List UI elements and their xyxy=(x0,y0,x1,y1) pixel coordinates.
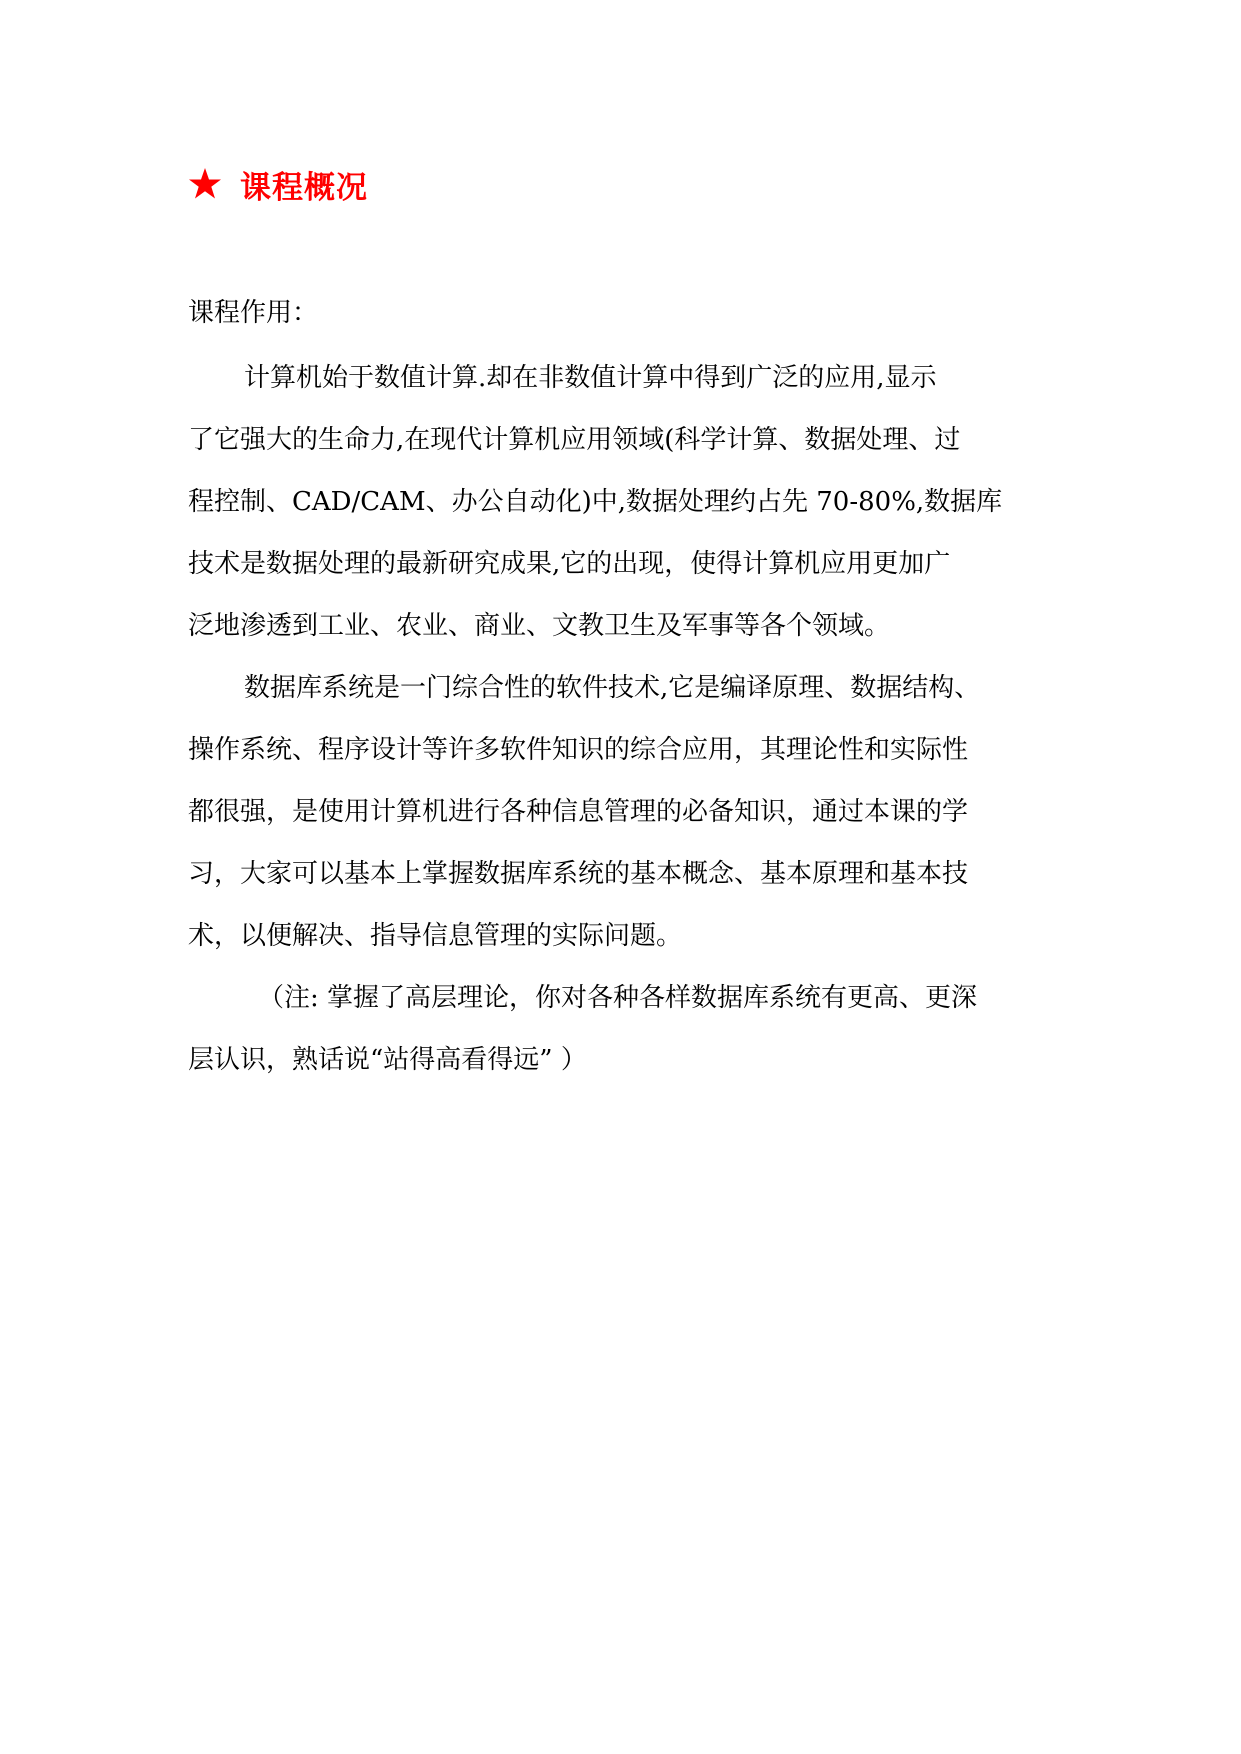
section-heading xyxy=(188,160,368,208)
section-label: 课程作用： xyxy=(188,298,319,328)
paragraph-2-line-1: 数据库系统是一门综合性的软件技术,它是编译原理、数据结构、 xyxy=(244,673,981,703)
paragraph-1-line-5: 泛地渗透到工业、农业、商业、文教卫生及军事等各个领域。 xyxy=(188,611,891,641)
paragraph-1-line-4: 技术是数据处理的最新研究成果,它的出现，使得计算机应用更加广 xyxy=(188,549,951,579)
paragraph-1-line-2: 了它强大的生命力,在现代计算机应用领域(科学计算、数据处理、过 xyxy=(188,425,961,455)
note-line-1: （注: 掌握了高层理论，你对各种各样数据库系统有更高、更深 xyxy=(258,983,978,1013)
paragraph-2-line-2: 操作系统、程序设计等许多软件知识的综合应用，其理论性和实际性 xyxy=(188,735,969,765)
paragraph-1-line-3: 程控制、CAD/CAM、办公自动化)中,数据处理约占先 70-80%,数据库 xyxy=(188,487,1003,517)
body-text xyxy=(188,358,1060,1102)
paragraph-2-line-3: 都很强，是使用计算机进行各种信息管理的必备知识，通过本课的学 xyxy=(188,797,969,827)
star-icon xyxy=(188,167,222,201)
paragraph-1-line-1: 计算机始于数值计算.却在非数值计算中得到广泛的应用,显示 xyxy=(244,363,937,393)
note-line-2: 层认识，熟话说“站得高看得远” ） xyxy=(188,1045,587,1075)
heading-title: 课程概况 xyxy=(240,169,368,206)
paragraph-2-line-4: 习，大家可以基本上掌握数据库系统的基本概念、基本原理和基本技 xyxy=(188,859,969,889)
paragraph-2-line-5: 术，以便解决、指导信息管理的实际问题。 xyxy=(188,921,683,951)
